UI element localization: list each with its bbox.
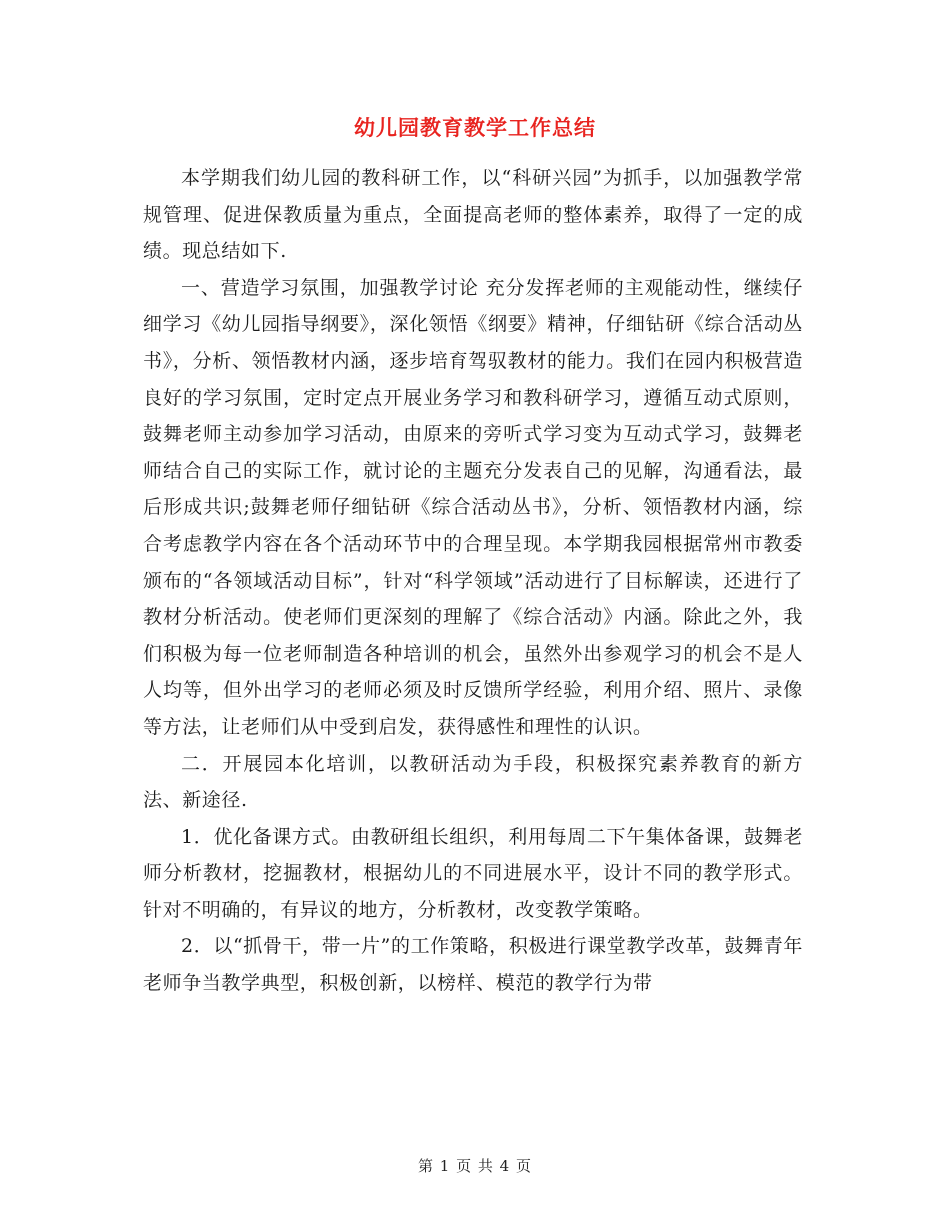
document-title: 幼儿园教育教学工作总结 xyxy=(354,116,596,140)
paragraph-item-1: 1．优化备课方式。由教研组长组织，利用每周二下午集体备课，鼓舞老师分析教材，挖掘教材，根据幼儿的不同进展水平，设计不同的教学形式。针对不明确的，有异议的地方，分析教材，改变教学策略。 xyxy=(143,825,803,921)
paragraph-item-2: 2．以“抓骨干，带一片”的工作策略，积极进行课堂教学改革，鼓舞青年老师争当教学典型，积极创新，以榜样、模范的教学行为带 xyxy=(143,935,803,995)
page-footer: 第 1 页 共 4 页 xyxy=(418,1157,532,1175)
paragraph-section-2: 二．开展园本化培训，以教研活动为手段，积极探究素养教育的新方法、新途径. xyxy=(143,752,803,812)
paragraph-intro: 本学期我们幼儿园的教科研工作，以“科研兴园”为抓手，以加强教学常规管理、促进保教质量为重点，全面提高老师的整体素养，取得了一定的成绩。现总结如下. xyxy=(143,167,803,263)
document-body xyxy=(143,160,803,1002)
paragraph-section-1: 一、营造学习氛围，加强教学讨论 充分发挥老师的主观能动性，继续仔细学习《幼儿园指导纲要》，深化领悟《纲要》精神，仔细钻研《综合活动丛书》，分析、领悟教材内涵，逐步培育驾驭教材的能力。我们在园内积极营造良好的学习氛围，定时定点开展业务学习和教科研学习，遵循互动式原则，鼓舞老师主动参加学习活动，由原来的旁听式学习变为互动式学习，鼓舞老师结合自己的实际工作，就讨论的主题充分发表自己的见解，沟通看法，最后形成共识;鼓舞老师仔细钻研《综合活动丛书》，分析、领悟教材内涵，综合考虑教学内容在各个活动环节中的合理呈现。本学期我园根据常州市教委颁布的“各领域活动目标”，针对“科学领域”活动进行了目标解读，还进行了教材分析活动。使老师们更深刻的理解了《综合活动》内涵。除此之外，我们积极为每一位老师制造各种培训的机会，虽然外出参观学习的机会不是人人均等，但外出学习的老师必须及时反馈所学经验，利用介绍、照片、录像等方法，让老师们从中受到启发，获得感性和理性的认识。 xyxy=(143,276,803,738)
